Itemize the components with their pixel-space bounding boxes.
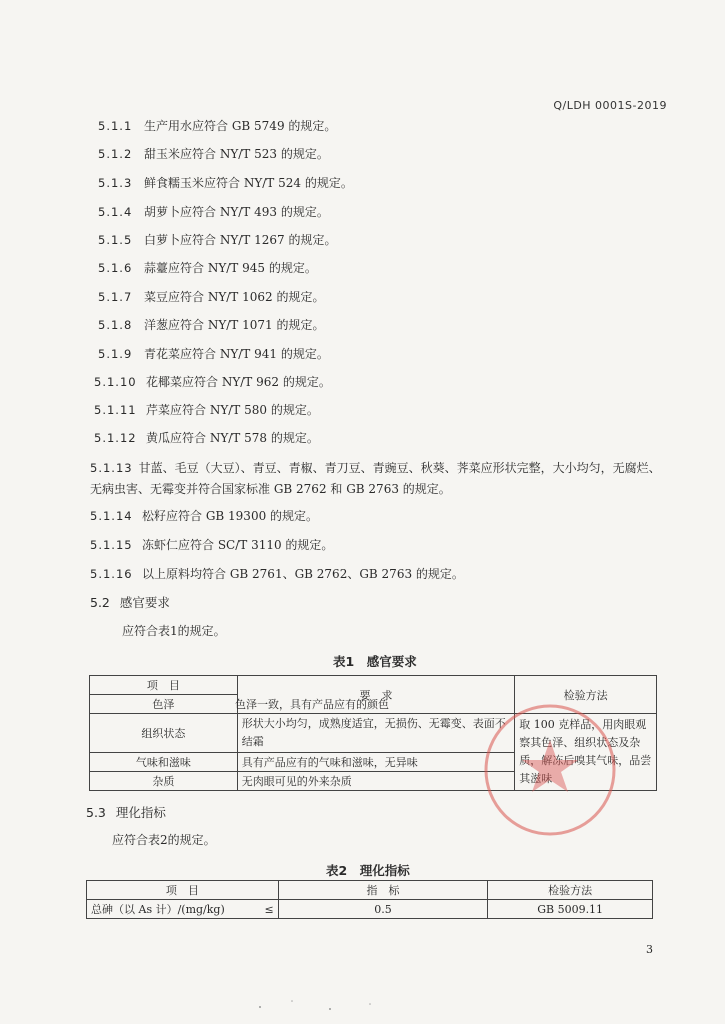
table2-header-item: 项 目 (87, 881, 279, 900)
table-cell: 总砷（以 As 计）/(mg/kg) (87, 900, 257, 919)
table2-header-method: 检验方法 (488, 881, 653, 900)
table-cell: 具有产品应有的气味和滋味，无异味 (237, 753, 514, 772)
table-cell: ≤ (256, 900, 278, 919)
table-cell: 色泽 (90, 695, 238, 714)
section-5-2-heading: 5.2 感官要求 (90, 595, 170, 610)
table-cell: 形状大小均匀，成熟度适宜，无损伤、无霉变、表面不结霜 (237, 714, 514, 753)
clause-5-1-16: 5.1.16 以上原料均符合 GB 2761、GB 2762、GB 2763 的规定。 (90, 567, 464, 581)
scan-specks (250, 995, 400, 1015)
clause-5-1-13: 5.1.13 甘蓝、毛豆（大豆）、青豆、青椒、青刀豆、青豌豆、秋葵、荠菜应形状完整，大小均匀，无腐烂、无病虫害、无霉变并符合国家标准 GB 2762 和 GB 2763 的规定。 (90, 461, 661, 496)
clause-5-1-11: 5.1.11 芹菜应符合 NY/T 580 的规定。 (94, 403, 319, 417)
clause-5-1-15: 5.1.15 冻虾仁应符合 SC/T 3110 的规定。 (90, 538, 334, 552)
table-cell: 组织状态 (90, 714, 238, 753)
clause-5-1-6: 5.1.6 蒜薹应符合 NY/T 945 的规定。 (98, 261, 317, 275)
table-cell: 杂质 (90, 772, 238, 791)
table1-method-cell: 取 100 克样品，用肉眼观察其色泽、组织状态及杂质，解冻后嗅其气味，品尝其滋味 (515, 714, 657, 791)
table1-row0-req: 色泽一致，具有产品应有的颜色 (235, 698, 389, 711)
table1-caption: 表1 感官要求 (333, 654, 417, 669)
section-5-3-heading: 5.3 理化指标 (86, 805, 166, 820)
clause-5-1-1: 5.1.1 生产用水应符合 GB 5749 的规定。 (98, 119, 337, 133)
table-cell: 0.5 (278, 900, 488, 919)
clause-5-1-7: 5.1.7 菜豆应符合 NY/T 1062 的规定。 (98, 290, 325, 304)
page-number: 3 (646, 943, 653, 956)
table2-header-value: 指 标 (278, 881, 488, 900)
doc-code: Q/LDH 0001S-2019 (553, 99, 667, 112)
company-seal-stamp (480, 700, 620, 840)
table-cell: 无肉眼可见的外来杂质 (237, 772, 514, 791)
clause-5-1-5: 5.1.5 白萝卜应符合 NY/T 1267 的规定。 (98, 233, 337, 247)
clause-5-1-8: 5.1.8 洋葱应符合 NY/T 1071 的规定。 (98, 318, 325, 332)
section-5-2-para: 应符合表1的规定。 (122, 624, 226, 638)
table-cell: GB 5009.11 (488, 900, 653, 919)
clause-5-1-10: 5.1.10 花椰菜应符合 NY/T 962 的规定。 (94, 375, 331, 389)
clause-5-1-2: 5.1.2 甜玉米应符合 NY/T 523 的规定。 (98, 147, 329, 161)
clause-5-1-9: 5.1.9 青花菜应符合 NY/T 941 的规定。 (98, 347, 329, 361)
table1-header-item: 项 目 (90, 676, 238, 695)
table-cell: 气味和滋味 (90, 753, 238, 772)
clause-5-1-3: 5.1.3 鲜食糯玉米应符合 NY/T 524 的规定。 (98, 176, 353, 190)
clause-5-1-14: 5.1.14 松籽应符合 GB 19300 的规定。 (90, 509, 319, 523)
table1-header-method: 检验方法 (515, 676, 657, 714)
clause-5-1-4: 5.1.4 胡萝卜应符合 NY/T 493 的规定。 (98, 205, 329, 219)
section-5-3-para: 应符合表2的规定。 (112, 833, 216, 847)
table2-caption: 表2 理化指标 (326, 863, 410, 878)
table1-header-req: 要 求 (237, 676, 514, 714)
table2-physicochemical (86, 880, 653, 919)
clause-5-1-12: 5.1.12 黄瓜应符合 NY/T 578 的规定。 (94, 431, 319, 445)
